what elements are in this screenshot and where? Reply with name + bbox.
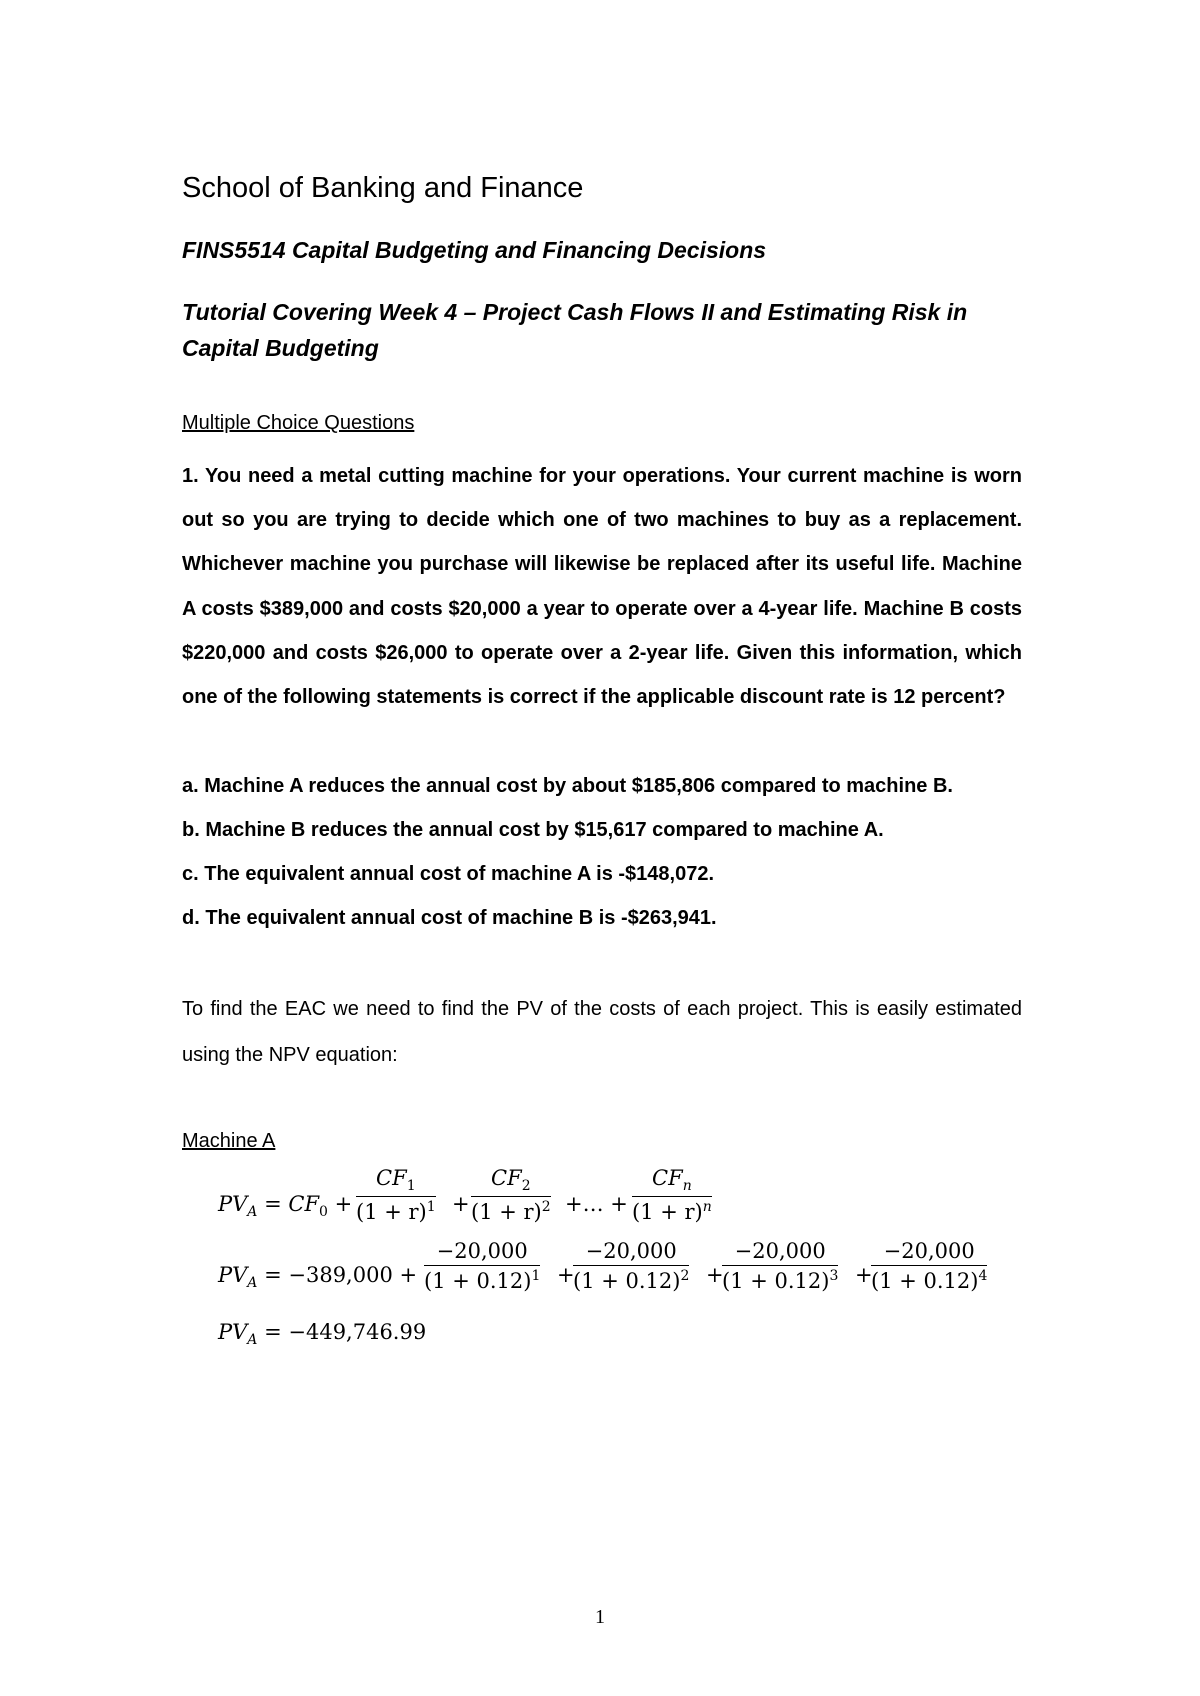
machine-a-heading: Machine A	[182, 1130, 276, 1152]
eq2-constant: −389,000	[288, 1263, 393, 1287]
option-d: d. The equivalent annual cost of machine B is -$263,941.	[182, 907, 717, 929]
eq1-ellipsis: +… +	[565, 1192, 628, 1216]
school-title: School of Banking and Finance	[182, 172, 584, 204]
pv-result: $PV_A = -449,746.99$	[218, 1320, 427, 1349]
mcq-heading: Multiple Choice Questions	[182, 412, 415, 434]
solution-intro: To find the EAC we need to find the PV of the costs of each project. This is easily estimated using the NPV equation:	[182, 998, 1022, 1066]
eq2-term-2: $\frac{-20,000}{(1 + 0.12)^2}$	[573, 1239, 690, 1293]
eq2-term-3: $\frac{-20,000}{(1 + 0.12)^3}$	[722, 1239, 839, 1293]
eq1-term-1: $\frac{CF_1}{(1 + r)^1}$	[356, 1166, 436, 1225]
option-a: a. Machine A reduces the annual cost by about $185,806 compared to machine B.	[182, 775, 953, 797]
eq1-term-n: $CF_n$ $(1 + r)^n$	[632, 1166, 712, 1225]
document-page: School of Banking and Finance FINS5514 Capital Budgeting and Financing Decisions Tutorial Covering Week 4 – Project Cash Flows II and Estimating Risk in Capital Budgeting Multiple Choice Questions 1. You need a metal cutting machine for your operations. Your current machine is worn out so you are trying to decide which one of two machines to buy as a replacement. Whichever machine you purchase will likewise be replaced after its useful life. Machine A costs $389,000 and costs $20,000 a year to operate over a 4-year life. Machine B costs $220,000 and costs $26,000 to operate over a 2-year life. Given this information, which one of the following statements is correct if the applicable discount rate is 12 percent? a. Machine A reduces the annual cost by about $185,806 compared to machine B. b. Machine B reduces the annual cost by $15,617 compared to machine A. c. The equivalent annual cost of machine A is -$148,072. d. The equivalent annual cost of machine B is -$263,941. To find the EAC we need to find the PV of the costs of each project. This is easily estimated using the NPV equation: Machine A $PV_A = CF_0$ + $\frac{CF_1}{(1 + r)^1}$ + $\frac{CF_2}{(1 + r)^2}$ +… + $CF_n$ $(1 + r)^n$ $PV_A = -389,000$ + $\frac{-20,000}{(1 + 0.12)^1}$ + $\frac{-20,000}{(1 + 0.12)^2}$ + $\frac{-20,000}{(1 + 0.12)^3}$ + $\frac{-20,000}{(1 + 0.12)^4}$ $PV_A = -449,746.99$ 1	[0, 0, 1200, 1696]
page-number: 1	[595, 1606, 605, 1628]
option-b: b. Machine B reduces the annual cost by $15,617 compared to machine A.	[182, 819, 884, 841]
eq1-lhs: PV	[218, 1192, 248, 1216]
eq2-term-4: $\frac{-20,000}{(1 + 0.12)^4}$	[871, 1239, 988, 1293]
eq2-term-1: $\frac{-20,000}{(1 + 0.12)^1}$	[424, 1239, 541, 1293]
eq1-term-2: $\frac{CF_2}{(1 + r)^2}$	[471, 1166, 551, 1225]
question-text: 1. You need a metal cutting machine for your operations. Your current machine is worn out so you are trying to decide which one of two machines to buy as a replacement. Whichever machine you purchase will likewise be replaced after its useful life. Machine A costs $389,000 and costs $20,000 a year to operate over a 4-year life. Machine B costs $220,000 and costs $26,000 to operate over a 2-year life. Given this information, which one of the following statements is correct if the applicable discount rate is 12 percent?	[182, 465, 1022, 709]
option-c: c. The equivalent annual cost of machine A is -$148,072.	[182, 863, 715, 885]
pv-result-value: −449,746.99	[288, 1320, 427, 1344]
course-title: FINS5514 Capital Budgeting and Financing Decisions	[182, 237, 767, 263]
tutorial-title: Tutorial Covering Week 4 – Project Cash Flows II and Estimating Risk in Capital Budgeting	[182, 299, 968, 361]
